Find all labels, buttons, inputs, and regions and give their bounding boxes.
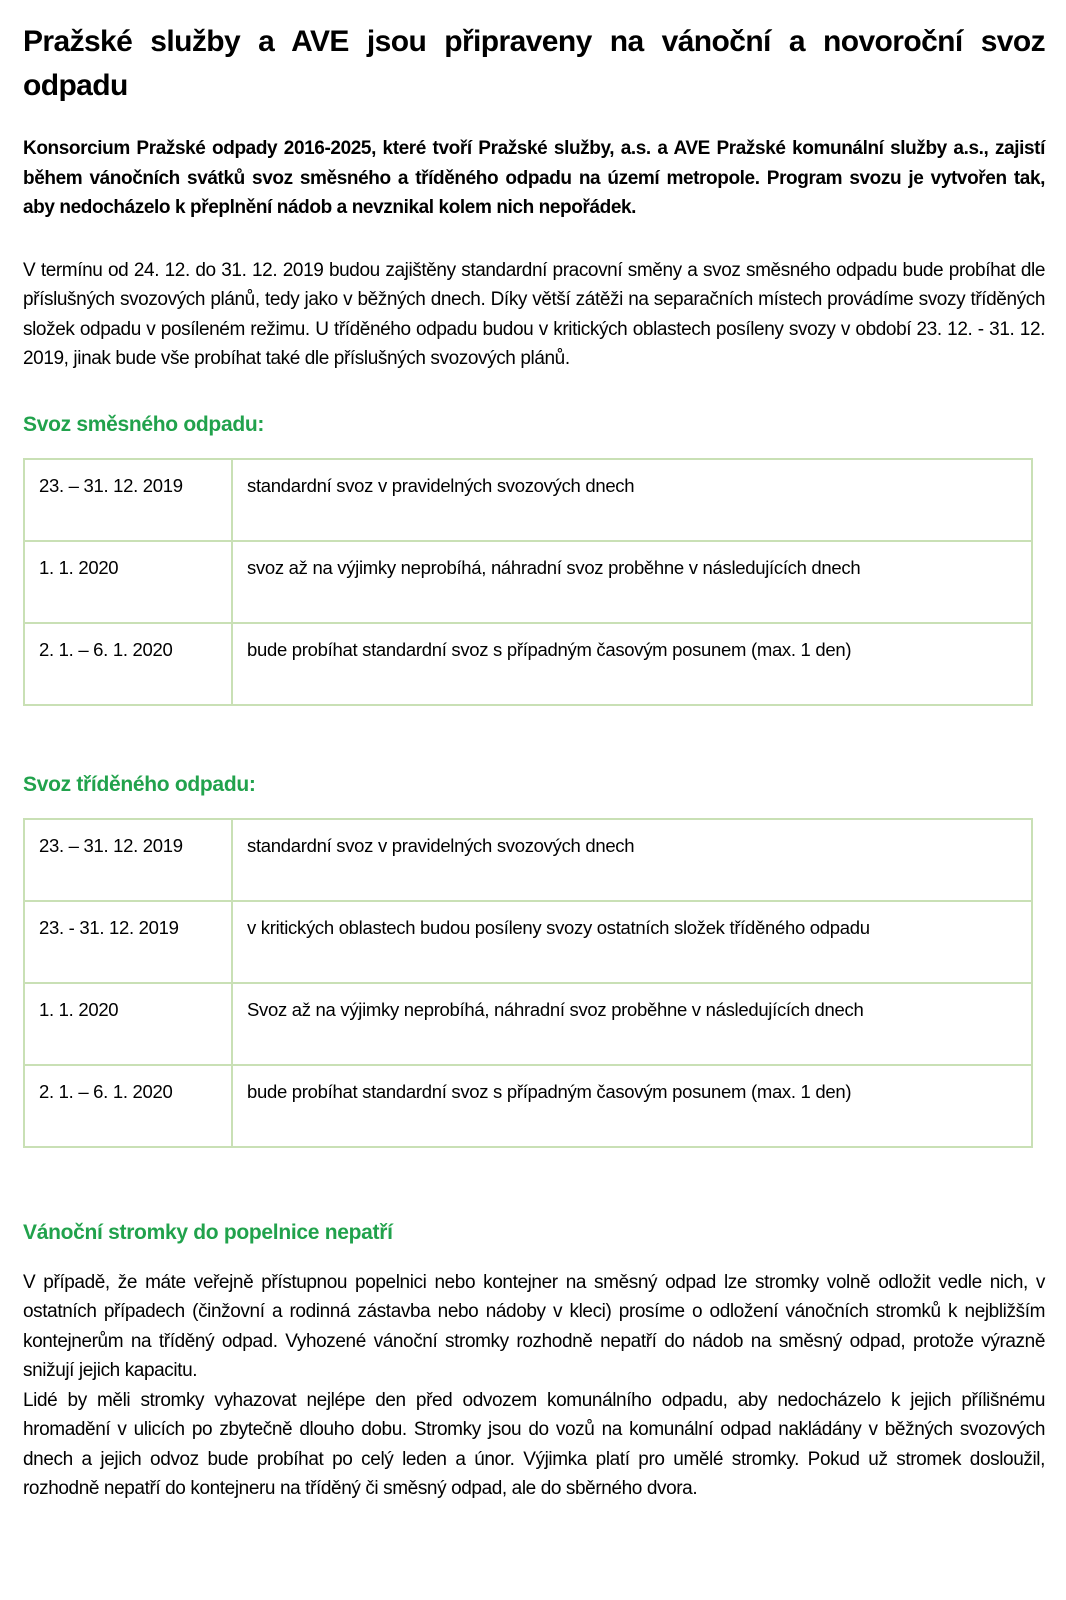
table-cell-date: 1. 1. 2020 [24, 541, 232, 623]
christmas-trees-paragraph-1: V případě, že máte veřejně přístupnou popelnici nebo kontejner na směsný odpad lze stromky volně odložit vedle nich, v ostatních případech (činžovní a rodinná zástavba nebo nádoby v kleci) prosíme o odložení vánočních stromků k nejbližším kontejnerům na tříděný odpad. Vyhozené vánoční stromky rozhodně nepatří do nádob na směsný odpad, protože výrazně snižují jejich kapacitu. [23, 1271, 1045, 1381]
page-title: Pražské služby a AVE jsou připraveny na vánoční a novoroční svoz odpadu [23, 25, 1045, 102]
section-heading-sorted-waste: Svoz tříděného odpadu: [23, 772, 256, 796]
table-cell-date: 1. 1. 2020 [24, 983, 232, 1065]
table-cell-description: svoz až na výjimky neprobíhá, náhradní svoz proběhne v následujících dnech [232, 541, 1032, 623]
section-heading-mixed-waste: Svoz směsného odpadu: [23, 412, 265, 436]
mixed-waste-table [23, 458, 1033, 706]
table-cell-date: 23. – 31. 12. 2019 [24, 819, 232, 901]
table-cell-date: 23. - 31. 12. 2019 [24, 901, 232, 983]
table-cell-description: Svoz až na výjimky neprobíhá, náhradní svoz proběhne v následujících dnech [232, 983, 1032, 1065]
schedule-paragraph: V termínu od 24. 12. do 31. 12. 2019 budou zajištěny standardní pracovní směny a svoz směsného odpadu bude probíhat dle příslušných svozových plánů, tedy jako v běžných dnech. Díky větší zátěži na separačních místech provádíme svozy tříděných složek odpadu v posíleném režimu. U tříděného odpadu budou v kritických oblastech posíleny svozy v období 23. 12. - 31. 12. 2019, jinak bude vše probíhat také dle příslušných svozových plánů. [23, 259, 1045, 369]
intro-paragraph: Konsorcium Pražské odpady 2016-2025, které tvoří Pražské služby, a.s. a AVE Pražské komunální služby a.s., zajistí během vánočních svátků svoz směsného a tříděného odpadu na území metropole. Program svozu je vytvořen tak, aby nedocházelo k přeplnění nádob a nevznikal kolem nich nepořádek. [23, 138, 1045, 218]
table-row [24, 459, 1032, 541]
table-row [24, 623, 1032, 705]
table-cell-date: 2. 1. – 6. 1. 2020 [24, 1065, 232, 1147]
table-row [24, 1065, 1032, 1147]
table-cell-description: bude probíhat standardní svoz s případným časovým posunem (max. 1 den) [232, 1065, 1032, 1147]
table-cell-description: standardní svoz v pravidelných svozových dnech [232, 819, 1032, 901]
table-cell-description: bude probíhat standardní svoz s případným časovým posunem (max. 1 den) [232, 623, 1032, 705]
christmas-trees-paragraph-2: Lidé by měli stromky vyhazovat nejlépe den před odvozem komunálního odpadu, aby nedocházelo k jejich přílišnému hromadění v ulicích po zbytečně dlouho dobu. Stromky jsou do vozů na komunální odpad nakládány v běžných svozových dnech a jejich odvoz bude probíhat po celý leden a únor. Výjimka platí pro umělé stromky. Pokud už stromek dosloužil, rozhodně nepatří do kontejneru na tříděný či směsný odpad, ale do sběrného dvora. [23, 1389, 1045, 1499]
table-cell-date: 2. 1. – 6. 1. 2020 [24, 623, 232, 705]
table-cell-description: standardní svoz v pravidelných svozových dnech [232, 459, 1032, 541]
table-row [24, 541, 1032, 623]
table-row [24, 819, 1032, 901]
table-row [24, 983, 1032, 1065]
sorted-waste-table [23, 818, 1033, 1148]
table-row [24, 901, 1032, 983]
section-heading-christmas-trees: Vánoční stromky do popelnice nepatří [23, 1220, 393, 1244]
table-cell-description: v kritických oblastech budou posíleny svozy ostatních složek tříděného odpadu [232, 901, 1032, 983]
table-cell-date: 23. – 31. 12. 2019 [24, 459, 232, 541]
